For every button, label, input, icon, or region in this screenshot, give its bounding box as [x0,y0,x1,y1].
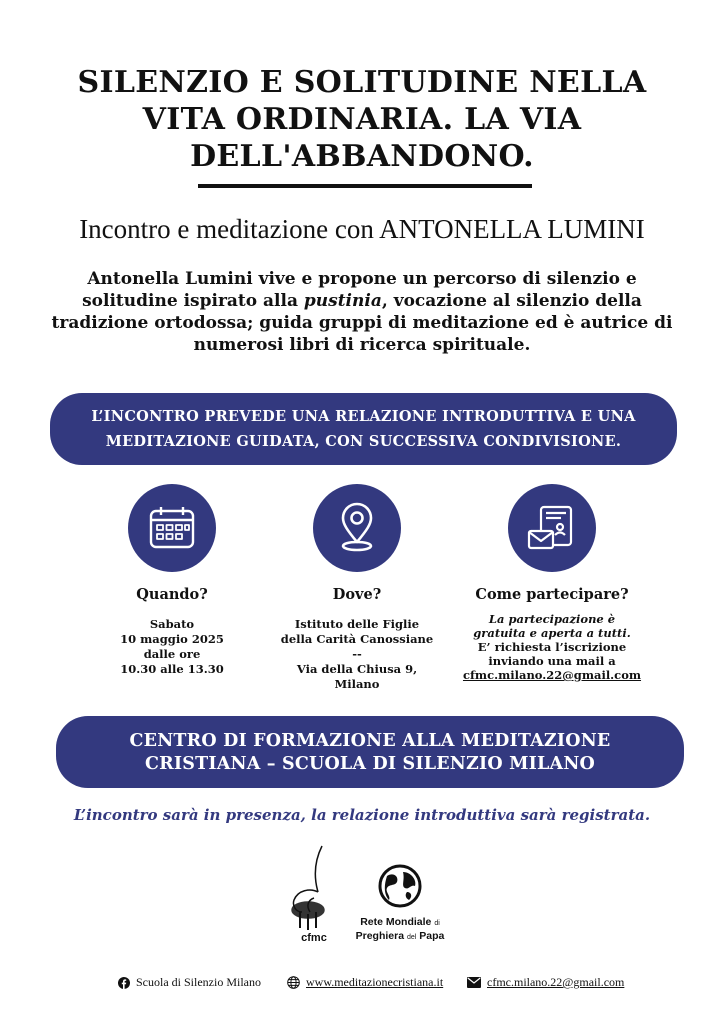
footer-email[interactable] [467,975,624,990]
website-link: www.meditazionecristiana.it [306,975,444,989]
how-details: La partecipazione è gratuita e aperta a tutti. E’ richiesta l’iscrizione inviando una mail a cfmc.milano.22@gmail.com [452,612,652,682]
mail-form-icon [508,484,596,572]
where-details: Istituto delle Figlie della Carità Canossiane -- Via della Chiusa 9, Milano [280,617,434,691]
location-pin-icon [313,484,401,572]
cfmc-logo [284,842,344,948]
page-title: SILENZIO E SOLITUDINE NELLA VITA ORDINARIA. LA VIA DELL'ABBANDONO. [77,65,647,174]
banner-program: L’INCONTRO PREVEDE UNA RELAZIONE INTRODUTTIVA E UNA MEDITAZIONE GUIDATA, CON SUCCESSIVA CONDIVISIONE. [50,393,677,465]
speaker-bio: Antonella Lumini vive e propone un percorso di silenzio e solitudine ispirato alla pustinia, vocazione al silenzio della tradizione ortodossa; guida gruppi di meditazione ed è autrice di numerosi libri di ricerca spirituale. [51,269,673,355]
facebook-icon [118,977,130,989]
rete-mondiale-logo [350,862,450,952]
rete-mondiale-text: Rete Mondiale di Preghiera del Papa [355,916,445,942]
when-heading: Quando? [136,586,208,603]
attendance-note: L’incontro sarà in presenza, la relazione introduttiva sarà registrata. [73,806,651,824]
footer [0,975,724,993]
subtitle: Incontro e meditazione con ANTONELLA LUMINI [79,214,645,244]
footer-website[interactable] [287,975,443,990]
globe-small-icon [287,976,300,989]
info-when [72,484,272,677]
info-how [452,484,652,682]
email-link: cfmc.milano.22@gmail.com [487,975,625,989]
bio-italic-term: pustinia [303,291,382,311]
registration-email-link[interactable]: cfmc.milano.22@gmail.com [462,668,642,682]
title-underline [198,184,532,188]
globe-icon [369,862,431,910]
banner-organizer: CENTRO DI FORMAZIONE ALLA MEDITAZIONE CRISTIANA – SCUOLA DI SILENZIO MILANO [56,716,684,788]
cfmc-logo-text: cfmc [301,932,327,944]
calendar-icon [128,484,216,572]
envelope-icon [467,977,481,988]
when-details: Sabato 10 maggio 2025 dalle ore 10.30 alle 13.30 [120,617,224,676]
facebook-label: Scuola di Silenzio Milano [136,975,261,989]
footer-facebook[interactable] [118,975,261,990]
how-heading: Come partecipare? [475,586,629,603]
info-where [257,484,457,692]
where-heading: Dove? [332,586,382,603]
